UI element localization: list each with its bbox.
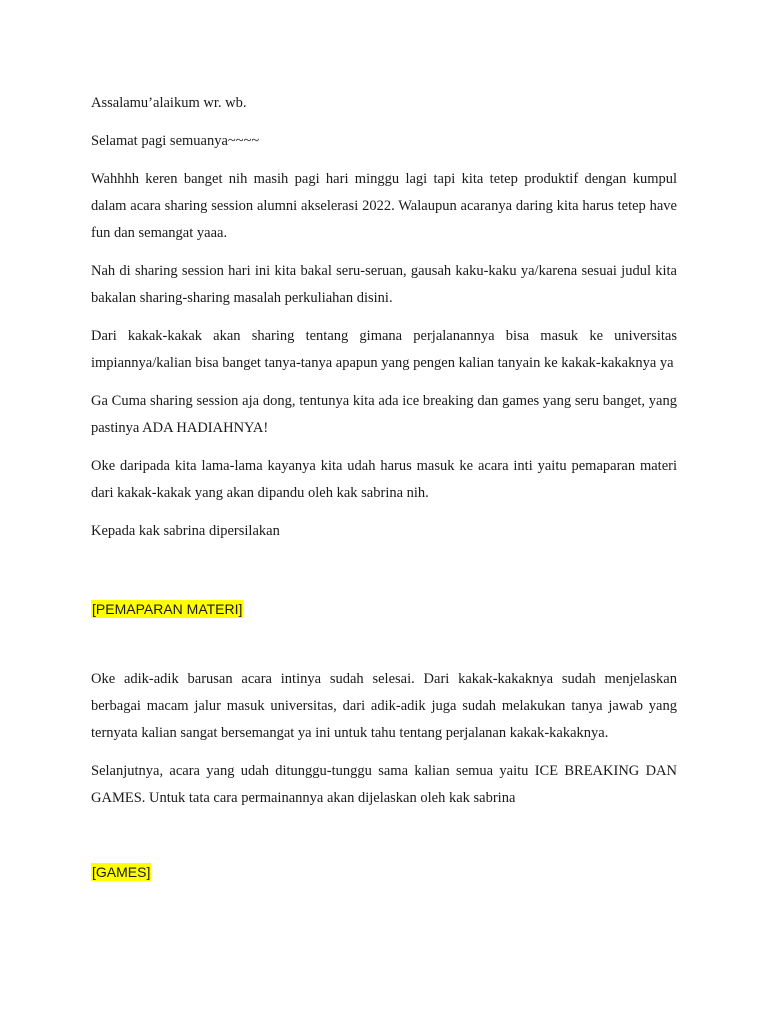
- paragraph-after-materi: Oke adik-adik barusan acara intinya sudah selesai. Dari kakak-kakaknya sudah menjelaskan berbagai macam jalur masuk universitas, dari adik-adik juga sudah melakukan tanya jawab yang ternyata kalian sangat bersemangat ya ini untuk tahu tentang perjalanan kakak-kakaknya.: [91, 671, 677, 741]
- heading-games: [91, 861, 677, 883]
- highlighted-heading-games: [GAMES]: [92, 864, 151, 880]
- greeting-text: Assalamu’alaikum wr. wb.: [91, 95, 247, 111]
- highlighted-heading-materi: [PEMAPARAN MATERI]: [92, 601, 243, 617]
- document-page: [91, 90, 677, 883]
- morning-greeting-text: Selamat pagi semuanya~~~~: [91, 133, 260, 149]
- paragraph-ice-breaking: Ga Cuma sharing session aja dong, tentunya kita ada ice breaking dan games yang seru banget, yang pastinya ADA HADIAHNYA!: [91, 393, 677, 436]
- paragraph-invitation: Kepada kak sabrina dipersilakan: [91, 523, 280, 539]
- paragraph-main-event: Oke daripada kita lama-lama kayanya kita udah harus masuk ke acara inti yaitu pemaparan materi dari kakak-kakak yang akan dipandu oleh kak sabrina nih.: [91, 458, 677, 501]
- paragraph-sharing: Dari kakak-kakak akan sharing tentang gimana perjalanannya bisa masuk ke universitas impiannya/kalian bisa banget tanya-tanya apapun yang pengen kalian tanyain ke kakak-kakaknya ya: [91, 328, 677, 371]
- paragraph-session-intro: Nah di sharing session hari ini kita bakal seru-seruan, gausah kaku-kaku ya/karena sesuai judul kita bakalan sharing-sharing masalah perkuliahan disini.: [91, 263, 677, 306]
- paragraph-opening: Wahhhh keren banget nih masih pagi hari minggu lagi tapi kita tetep produktif dengan kumpul dalam acara sharing session alumni akselerasi 2022. Walaupun acaranya daring kita harus tetep have fun dan semangat yaaa.: [91, 171, 677, 241]
- heading-pemaparan-materi: [91, 598, 677, 620]
- paragraph-games-intro: Selanjutnya, acara yang udah ditunggu-tunggu sama kalian semua yaitu ICE BREAKING DAN GAMES. Untuk tata cara permainannya akan dijelaskan oleh kak sabrina: [91, 763, 677, 806]
